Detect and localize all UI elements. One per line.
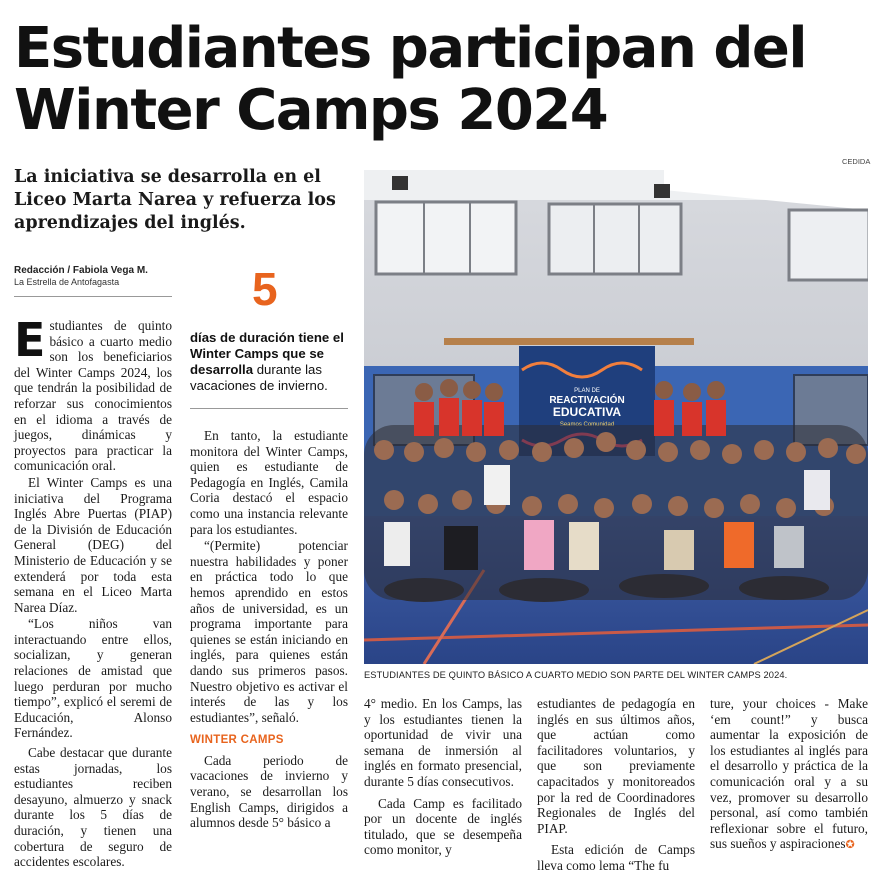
body-column-1: [14, 313, 172, 871]
event-photo: [364, 170, 868, 664]
headline: Estudiantes participan del Winter Camps 2024: [14, 16, 807, 143]
body-paragraph: Esta edición de Camps lleva como lema “The fu: [537, 842, 695, 873]
body-paragraph: “(Permite) potenciar nuestra habilidades y poner en práctica todo lo que hemos aprendido en estos años de universidad, es un programa importante para quienes se están iniciando en inglés, para quienes están dando sus primeros pasos. Nuestro objetivo es activar el interés de las y los estudiantes”, señaló.: [190, 538, 348, 725]
body-paragraph: ture, your choices - Make ‘em count!” y busca aumentar la exposición de los estudiantes al inglés para el desarrollo y práctica de la comunicación oral y a su vez, promover su desarrollo personal, así como también reflexionar sobre el futuro, sus sueños y aspiraciones✪: [710, 696, 868, 852]
body-paragraph: Cabe destacar que durante estas jornadas, los estudiantes reciben desayuno, almuerzo y snack durante los 5 días de duración, y tienen una cobertura de seguro de accidentes escolares.: [14, 745, 172, 870]
byline-outlet: La Estrella de Antofagasta: [14, 277, 120, 287]
body-paragraph: El Winter Camps es una iniciativa del Programa Inglés Abre Puertas (PIAP) de la División de Educación General (DEG) del Ministerio de Educación y se extenderá por toda esta semana en el Liceo Marta Narea Díaz.: [14, 474, 172, 615]
body-column-3: [364, 696, 522, 859]
body-column-5: [710, 696, 868, 854]
stat-number: 5: [252, 263, 278, 315]
banner-line-1: PLAN DE: [574, 388, 600, 394]
photo-caption: ESTUDIANTES DE QUINTO BÁSICO A CUARTO MEDIO SON PARTE DEL WINTER CAMPS 2024.: [364, 670, 788, 680]
body-column-2: [190, 428, 348, 832]
byline-author: Redacción / Fabiola Vega M.: [14, 265, 148, 276]
body-paragraph: Cada periodo de vacaciones de invierno y verano, se desarrollan los English Camps, dirigidos a alumnos desde 5° básico a: [190, 752, 348, 831]
subhead: La iniciativa se desarrolla en el Liceo Marta Narea y refuerza los aprendizajes del inglés.: [14, 167, 336, 233]
dropcap: E: [14, 313, 46, 367]
stat-text-rest: durante las vacaciones de invierno.: [190, 362, 328, 393]
stat-rule: [190, 408, 348, 409]
stat-text: [190, 330, 350, 394]
stat-text-bold: días de duración tiene el Winter Camps que se desarrolla: [190, 330, 344, 377]
body-paragraph: Cada Camp es facilitado por un docente de inglés titulado, que se desempeña como monitor, y: [364, 795, 522, 858]
banner-line-2: REACTIVACIÓN: [549, 395, 625, 406]
photo-credit: CEDIDA: [842, 157, 871, 166]
body-paragraph: “Los niños van interactuando entre ellos, socializan, y generan relaciones de amistad que luego perduran por mucho tiempo”, explicó el seremi de Educación, Alonso Fernández.: [14, 616, 172, 741]
banner-line-3: EDUCATIVA: [552, 405, 622, 419]
body-paragraph: estudiantes de pedagogía en inglés en sus últimos años, que actúan como facilitadores voluntarios, y que son previamente capacitados y monitoreados por la red de Coordinadores Regionales de Inglés del PIAP.: [537, 696, 695, 836]
body-column-4: [537, 696, 695, 875]
byline-rule: [14, 296, 172, 297]
body-paragraph: 4° medio. En los Camps, las y los estudiantes tienen la oportunidad de vivir una semana de inmersión al inglés en formato presencial, durante 5 días consecutivos.: [364, 696, 522, 789]
group-photo-illustration: [364, 170, 868, 664]
section-head: WINTER CAMPS: [190, 734, 284, 747]
body-paragraph: En tanto, la estudiante monitora del Winter Camps, quien es estudiante de Pedagogía en Inglés, Camila Coria destacó el espacio como una instancia relevante para los estudiantes.: [190, 428, 348, 537]
byline: [14, 265, 174, 287]
end-star-icon: ✪: [845, 838, 855, 852]
body-paragraph: Estudiantes de quinto básico a cuarto medio son los beneficiarios del Winter Camps 2024, los que tendrán la posibilidad de reforzar sus conocimientos en el idioma a través de juegos, dinámicas y proyectos para practicar la comunicación oral.: [14, 313, 172, 474]
